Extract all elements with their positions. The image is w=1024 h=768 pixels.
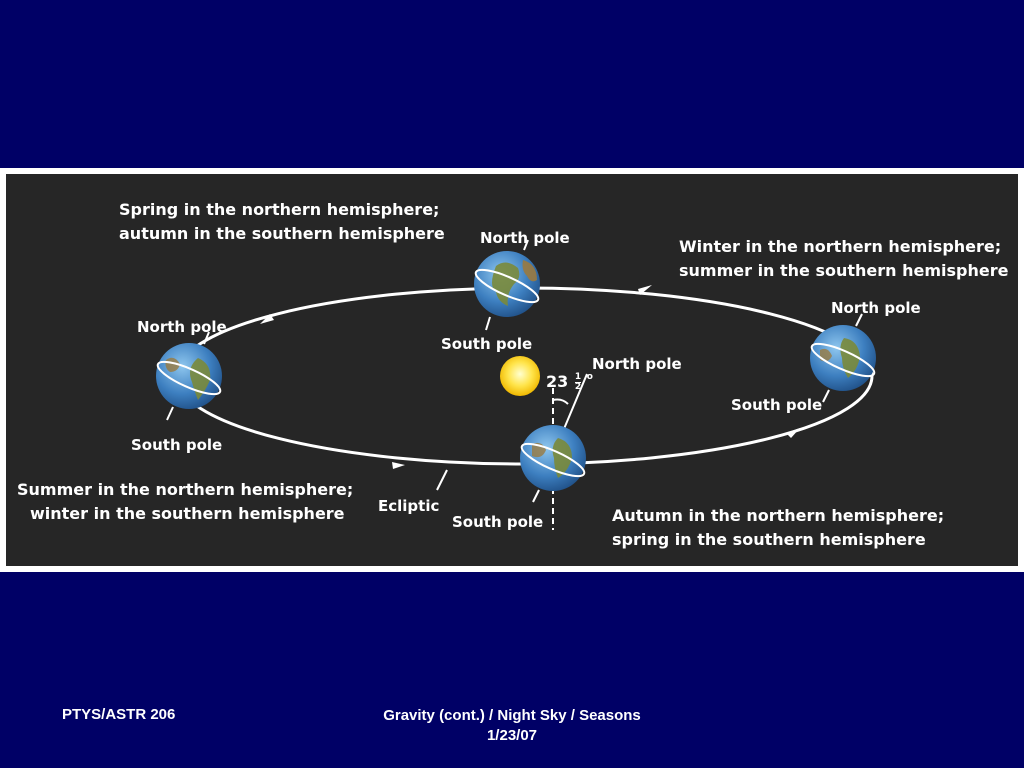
earth-top (472, 240, 541, 330)
tilt-angle-arc (553, 400, 568, 405)
south-pole-label-bottom: South pole (452, 513, 544, 531)
orbit-arrow-bottom-left (392, 462, 405, 469)
figure-frame (0, 168, 1024, 572)
tilt-angle-label (546, 372, 593, 392)
earth-bottom (518, 425, 587, 502)
north-pole-label-left: North pole (137, 318, 227, 336)
south-pole-label-left: South pole (131, 436, 223, 454)
caption-spring (119, 198, 445, 246)
caption-autumn-line1: Autumn in the northern hemisphere; (612, 506, 945, 525)
caption-autumn (612, 504, 944, 552)
footer-date: 1/23/07 (486, 727, 538, 744)
ecliptic-leader-line (437, 470, 447, 490)
ecliptic-label: Ecliptic (378, 497, 440, 515)
footer-title: Gravity (cont.) / Night Sky / Seasons (383, 707, 641, 724)
earth-left (154, 332, 223, 420)
north-pole-label-top: North pole (480, 229, 570, 247)
tilt-angle-fraction (575, 373, 581, 392)
tilt-angle-denominator: 2 (574, 382, 582, 392)
caption-spring-line2: autumn in the southern hemisphere (119, 224, 445, 243)
footer-course: PTYS/ASTR 206 (62, 706, 176, 723)
tilt-angle-numerator: 1 (574, 372, 582, 382)
caption-summer-line1: Summer in the northern hemisphere; (17, 480, 354, 499)
caption-summer-line2: winter in the southern hemisphere (30, 504, 345, 523)
north-pole-label-bottom: North pole (592, 355, 682, 373)
caption-winter-line2: summer in the southern hemisphere (679, 261, 1009, 280)
sun (500, 356, 540, 396)
caption-winter (679, 235, 1008, 283)
north-pole-label-right: North pole (831, 299, 921, 317)
south-pole-label-right: South pole (731, 396, 823, 414)
caption-winter-line1: Winter in the northern hemisphere; (679, 237, 1002, 256)
orbit-arrow-right (786, 428, 800, 438)
caption-spring-line1: Spring in the northern hemisphere; (119, 200, 440, 219)
south-pole-label-top: South pole (441, 335, 533, 353)
tilt-angle-whole: 23 (546, 372, 569, 391)
caption-autumn-line2: spring in the southern hemisphere (612, 530, 926, 549)
footer-center (312, 706, 712, 746)
seasons-diagram (6, 174, 1018, 566)
tilt-angle-degree: o (586, 372, 593, 382)
caption-summer (17, 478, 353, 526)
